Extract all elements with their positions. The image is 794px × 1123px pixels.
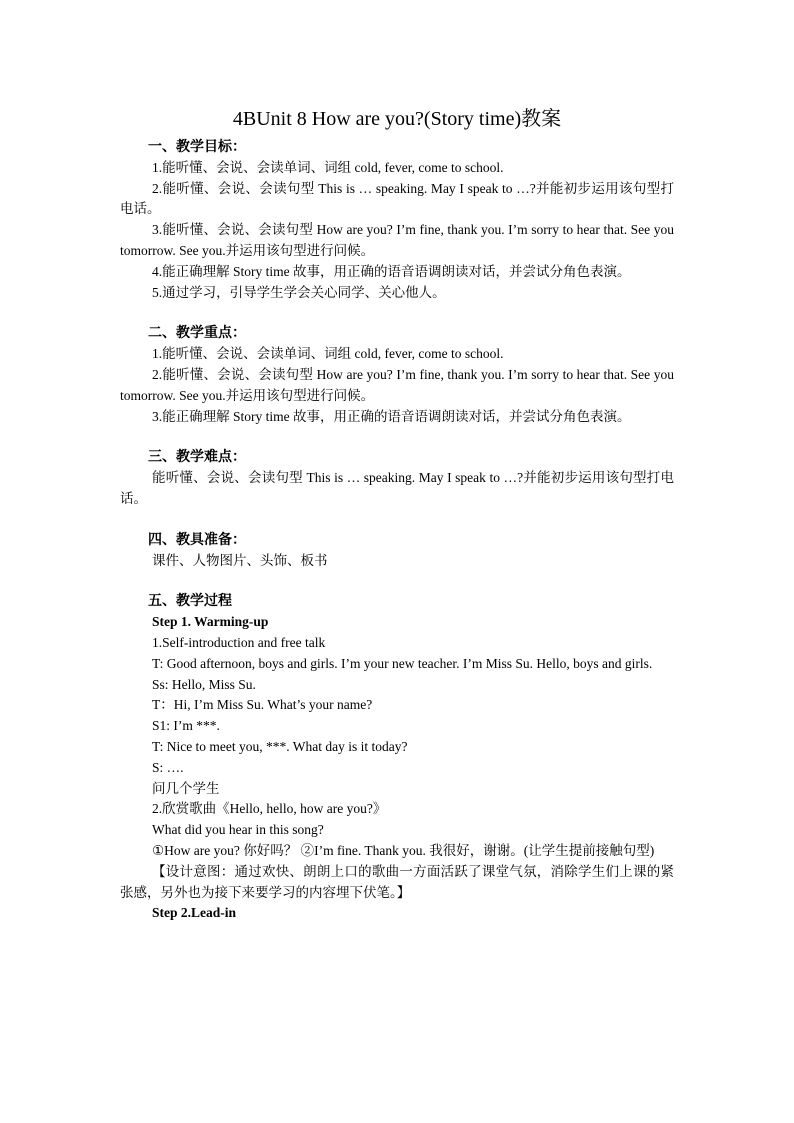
objective-item: 5.通过学习，引导学生学会关心同学、关心他人。 bbox=[152, 284, 446, 300]
objective-item: 1.能听懂、会说、会读单词、词组 cold, fever, come to school. bbox=[152, 159, 504, 175]
objective-item: 4.能正确理解 Story time 故事，用正确的语音语调朗读对话，并尝试分角色表演。 bbox=[152, 263, 631, 279]
section-heading-objectives: 一、教学目标： bbox=[148, 139, 246, 155]
key-point-item: 2.能听懂、会说、会读句型 How are you? I’m fine, thank you. I’m sorry to hear that. See you tomorrow. See you.并运用该句型进行问候。 bbox=[120, 366, 674, 403]
process-line: T: Good afternoon, boys and girls. I’m your new teacher. I’m Miss Su. Hello, boys and girls. bbox=[152, 655, 653, 671]
key-point-item: 1.能听懂、会说、会读单词、词组 cold, fever, come to school. bbox=[152, 346, 504, 362]
process-line: T: Nice to meet you, ***. What day is it today? bbox=[152, 738, 408, 754]
document-title: 4BUnit 8 How are you?(Story time)教案 bbox=[232, 108, 562, 130]
section-heading-process: 五、教学过程 bbox=[148, 593, 232, 610]
process-line: Ss: Hello, Miss Su. bbox=[152, 676, 256, 692]
design-intent-note: 【设计意图：通过欢快、朗朗上口的歌曲一方面活跃了课堂气氛，消除学生们上课的紧张感，另外也为接下来要学习的内容埋下伏笔。】 bbox=[120, 863, 674, 900]
section-heading-key-points: 二、教学重点： bbox=[148, 325, 246, 342]
process-line: S1: I’m ***. bbox=[152, 718, 220, 734]
process-line: 2.欣赏歌曲《Hello, hello, how are you?》 bbox=[152, 801, 387, 817]
difficulty-item: 能听懂、会说、会读句型 This is … speaking. May I speak to …?并能初步运用该句型打电话。 bbox=[120, 470, 674, 506]
key-point-item: 3.能正确理解 Story time 故事，用正确的语音语调朗读对话，并尝试分角色表演。 bbox=[152, 408, 631, 424]
process-line: 问几个学生 bbox=[152, 780, 220, 796]
section-heading-materials: 四、教具准备： bbox=[148, 531, 246, 548]
process-line: What did you hear in this song? bbox=[152, 822, 324, 838]
process-line: ①How are you? 你好吗？ ②I’m fine. Thank you. 我很好，谢谢。(让学生提前接触句型) bbox=[152, 842, 655, 858]
process-line: T：Hi, I’m Miss Su. What’s your name? bbox=[152, 697, 373, 713]
materials-item: 课件、人物图片、头饰、板书 bbox=[152, 552, 328, 568]
section-heading-difficulties: 三、教学难点： bbox=[148, 449, 246, 466]
step-heading: Step 1. Warming-up bbox=[152, 614, 269, 630]
objective-item: 2.能听懂、会说、会读句型 This is … speaking. May I speak to …?并能初步运用该句型打电话。 bbox=[120, 180, 674, 217]
process-line: S: …. bbox=[152, 759, 184, 775]
process-line: 1.Self-introduction and free talk bbox=[152, 634, 326, 650]
objective-item: 3.能听懂、会说、会读句型 How are you? I’m fine, thank you. I’m sorry to hear that. See you tomorrow. See you.并运用该句型进行问候。 bbox=[120, 222, 674, 258]
step-heading: Step 2.Lead-in bbox=[152, 905, 237, 921]
document-page bbox=[120, 104, 674, 924]
